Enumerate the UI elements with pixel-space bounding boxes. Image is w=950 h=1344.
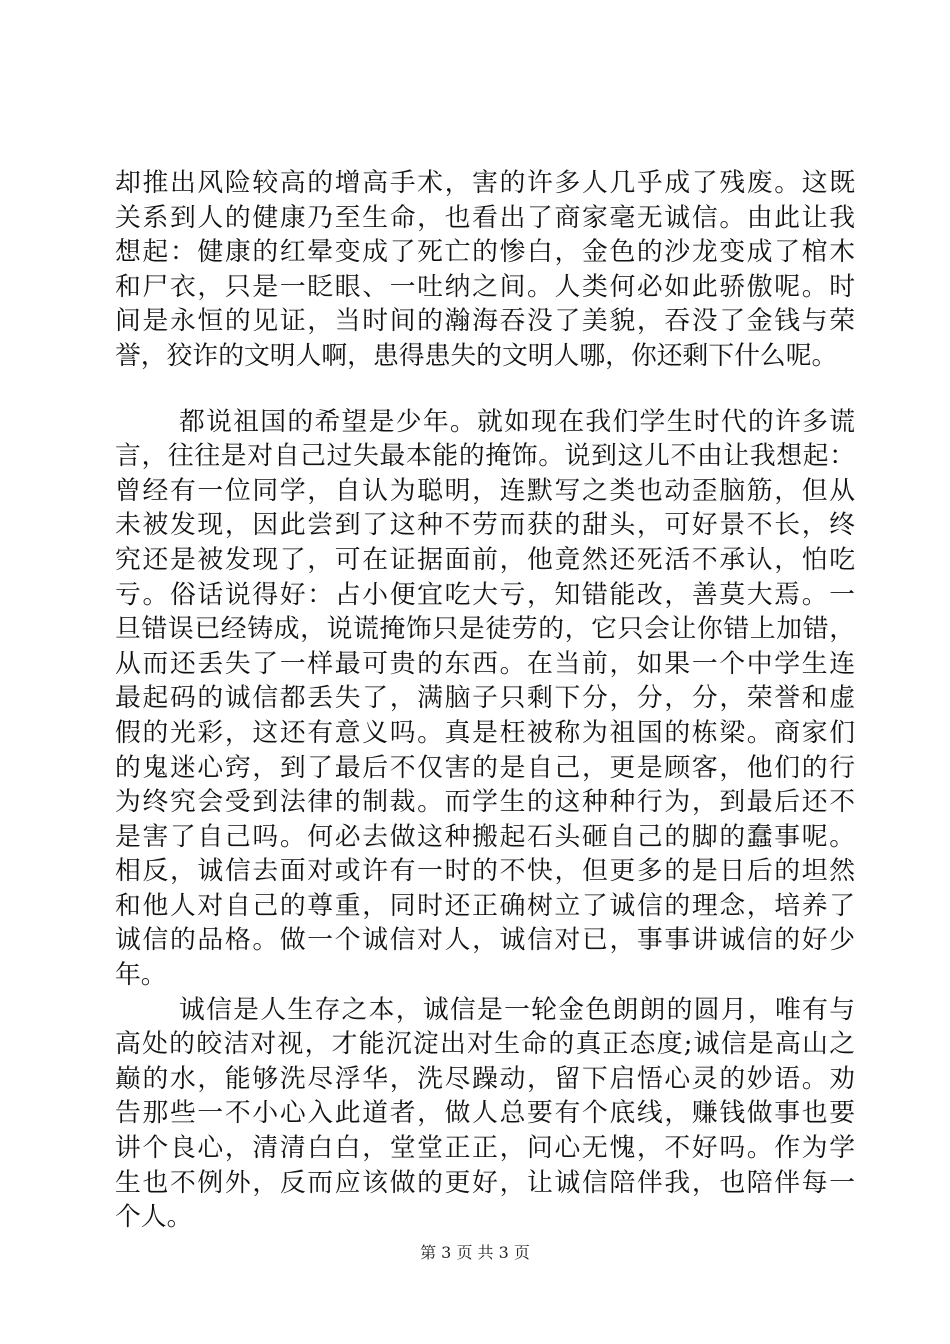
text-line: 高处的皎洁对视，才能沉淀出对生命的真正态度;诚信是高山之	[115, 1029, 855, 1060]
text-line: 究还是被发现了，可在证据面前，他竟然还死活不承认，怕吃	[115, 544, 855, 575]
page-number-footer: 第 3 页 共 3 页	[420, 1243, 530, 1262]
paragraph-3	[115, 993, 855, 1235]
paragraph-gap	[115, 374, 855, 405]
text-line: 是害了自己吗。何必去做这种搬起石头砸自己的脚的蠢事呢。	[115, 821, 855, 852]
text-line: 的鬼迷心窍，到了最后不仅害的是自己，更是顾客，他们的行	[115, 752, 855, 783]
text-line: 诚信的品格。做一个诚信对人，诚信对已，事事讲诚信的好少	[115, 925, 855, 956]
text-line: 关系到人的健康乃至生命，也看出了商家毫无诚信。由此让我	[115, 202, 855, 233]
text-line: 都说祖国的希望是少年。就如现在我们学生时代的许多谎	[179, 406, 855, 437]
text-line: 曾经有一位同学，自认为聪明，连默写之类也动歪脑筋，但从	[115, 475, 855, 506]
text-line: 却推出风险较高的增高手术，害的许多人几乎成了残废。这既	[115, 168, 855, 198]
text-line: 生也不例外，反而应该做的更好，让诚信陪伴我，也陪伴每一	[115, 1167, 855, 1198]
paragraph-2	[115, 405, 855, 993]
text-line: 为终究会受到法律的制裁。而学生的这种种行为，到最后还不	[115, 787, 855, 818]
text-line: 巅的水，能够洗尽浮华，洗尽躁动，留下启悟心灵的妙语。劝	[115, 1063, 855, 1094]
text-line: 言，往往是对自己过失最本能的掩饰。说到这儿不由让我想起：	[115, 441, 855, 472]
text-line: 告那些一不小心入此道者，做人总要有个底线，赚钱做事也要	[115, 1098, 855, 1129]
text-line: 旦错误已经铸成，说谎掩饰只是徒劳的，它只会让你错上加错，	[115, 614, 855, 645]
text-line: 讲个良心，清清白白，堂堂正正，问心无愧，不好吗。作为学	[115, 1133, 855, 1164]
text-line: 诚信是人生存之本，诚信是一轮金色朗朗的圆月，唯有与	[179, 994, 855, 1025]
text-line: 未被发现，因此尝到了这种不劳而获的甜头，可好景不长，终	[115, 510, 855, 541]
text-line: 想起：健康的红晕变成了死亡的惨白，金色的沙龙变成了棺木	[115, 237, 855, 268]
text-line: 年。	[115, 960, 167, 991]
document-body	[115, 166, 855, 1235]
text-line: 个人。	[115, 1202, 193, 1233]
text-line: 亏。俗话说得好：占小便宜吃大亏，知错能改，善莫大焉。一	[115, 579, 855, 610]
text-line: 相反，诚信去面对或许有一时的不快，但更多的是日后的坦然	[115, 856, 855, 887]
text-line: 和他人对自己的尊重，同时还正确树立了诚信的理念，培养了	[115, 890, 855, 921]
text-line: 最起码的诚信都丢失了，满脑子只剩下分，分，分，荣誉和虚	[115, 683, 855, 714]
text-line: 假的光彩，这还有意义吗。真是枉被称为祖国的栋梁。商家们	[115, 717, 855, 748]
text-line: 和尸衣，只是一眨眼、一吐纳之间。人类何必如此骄傲呢。时	[115, 271, 855, 302]
text-line: 间是永恒的见证，当时间的瀚海吞没了美貌，吞没了金钱与荣	[115, 306, 855, 337]
text-line: 誉，狡诈的文明人啊，患得患失的文明人哪，你还剩下什么呢。	[115, 340, 838, 371]
paragraph-1	[115, 166, 855, 374]
text-line: 从而还丢失了一样最可贵的东西。在当前，如果一个中学生连	[115, 648, 855, 679]
